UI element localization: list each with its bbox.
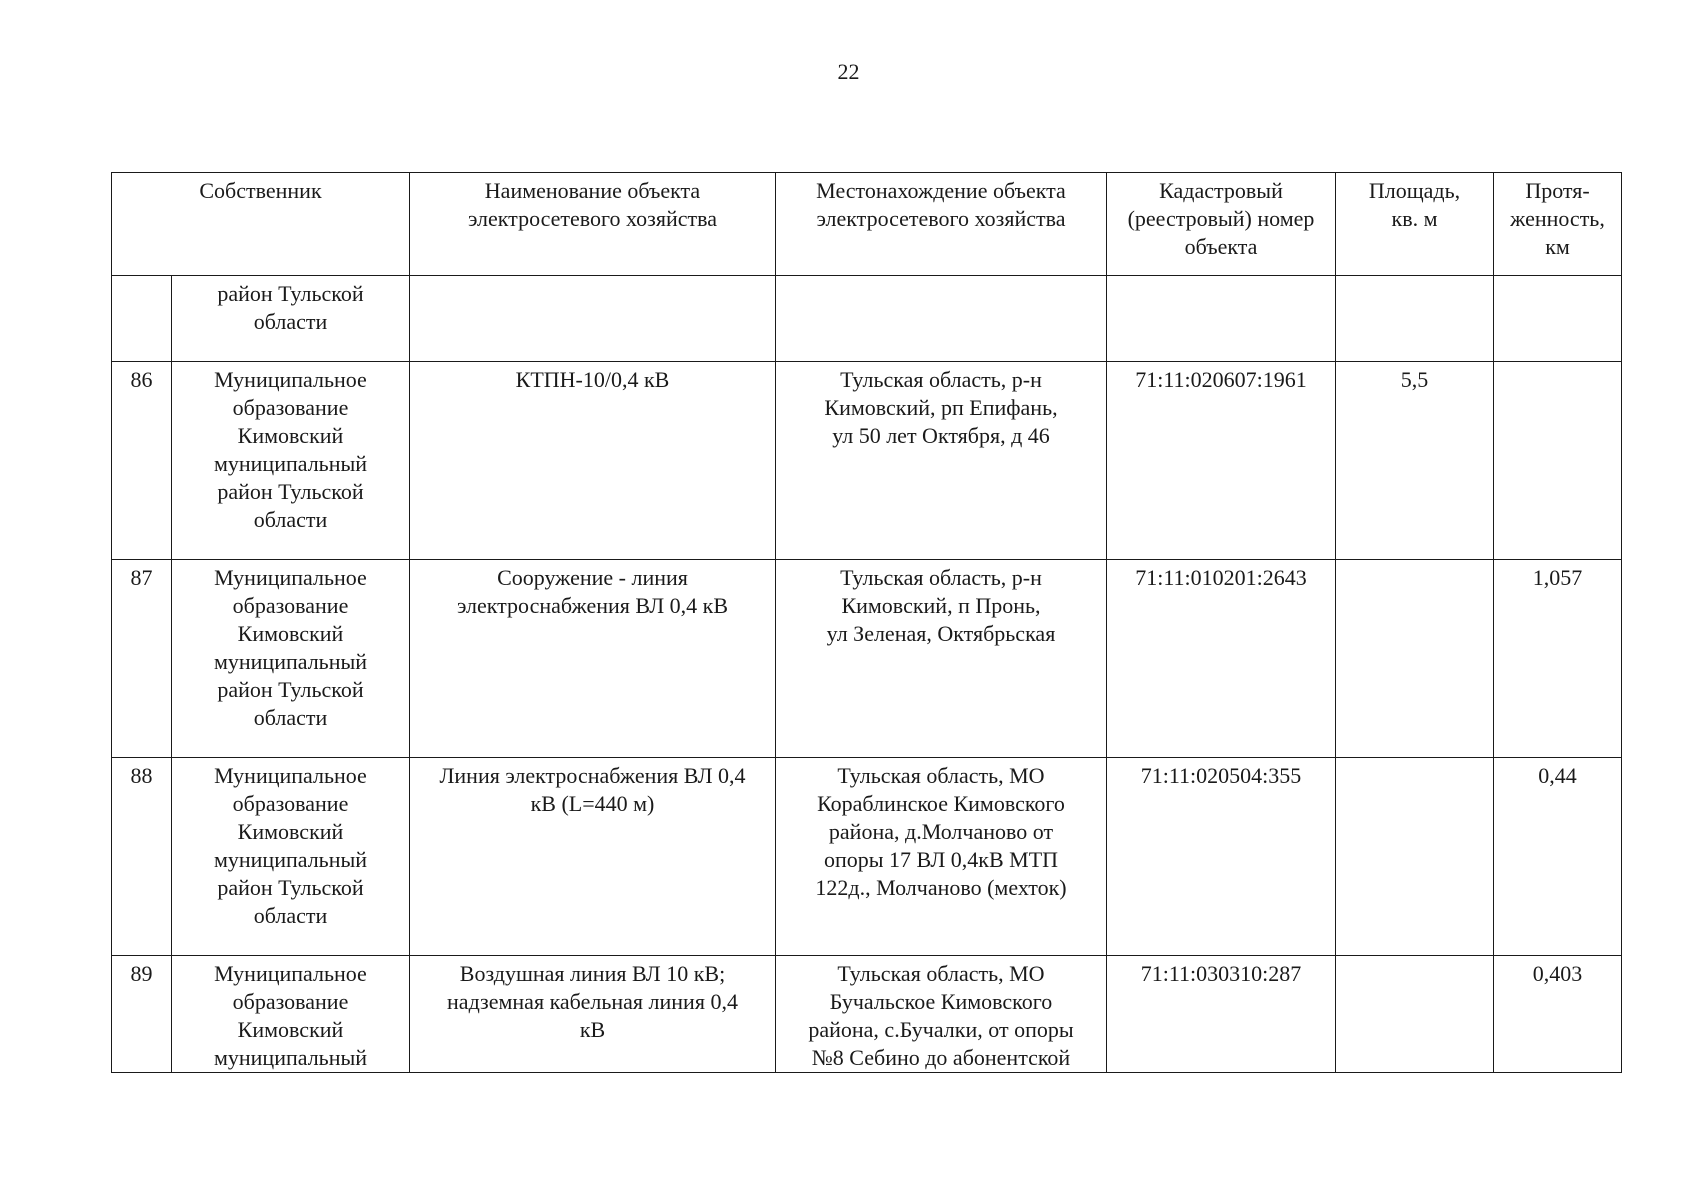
cell-length: 1,057 <box>1494 560 1622 758</box>
cell-length <box>1494 276 1622 362</box>
electric-grid-objects-table <box>111 172 1622 1073</box>
cell-area <box>1336 560 1494 758</box>
header-owner: Собственник <box>112 173 410 276</box>
table-header-row <box>112 173 1622 276</box>
cell-area: 5,5 <box>1336 362 1494 560</box>
cell-cadastral-number <box>1107 276 1336 362</box>
cell-area <box>1336 758 1494 956</box>
cell-owner: Муниципальное образование Кимовский муниципальный район Тульской области <box>172 362 410 560</box>
cell-num: 87 <box>112 560 172 758</box>
cell-num: 89 <box>112 956 172 1073</box>
cell-num <box>112 276 172 362</box>
cell-owner: Муниципальное образование Кимовский муниципальный район Тульской области <box>172 560 410 758</box>
header-object-name: Наименование объекта электросетевого хозяйства <box>410 173 776 276</box>
table-row <box>112 560 1622 758</box>
cell-num: 86 <box>112 362 172 560</box>
header-cadastral-number: Кадастровый (реестровый) номер объекта <box>1107 173 1336 276</box>
cell-area <box>1336 276 1494 362</box>
cell-object-name <box>410 276 776 362</box>
cell-object-location: Тульская область, р-н Кимовский, рп Епифань, ул 50 лет Октября, д 46 <box>776 362 1107 560</box>
header-length: Протя- женность, км <box>1494 173 1622 276</box>
cell-object-location: Тульская область, МО Кораблинское Кимовского района, д.Молчаново от опоры 17 ВЛ 0,4кВ МТП 122д., Молчаново (мехток) <box>776 758 1107 956</box>
cell-cadastral-number: 71:11:010201:2643 <box>1107 560 1336 758</box>
cell-cadastral-number: 71:11:030310:287 <box>1107 956 1336 1073</box>
cell-object-location: Тульская область, МО Бучальское Кимовского района, с.Бучалки, от опоры №8 Себино до абонентской <box>776 956 1107 1073</box>
cell-num: 88 <box>112 758 172 956</box>
table-row <box>112 758 1622 956</box>
cell-object-name: КТПН-10/0,4 кВ <box>410 362 776 560</box>
cell-area <box>1336 956 1494 1073</box>
cell-cadastral-number: 71:11:020504:355 <box>1107 758 1336 956</box>
table-row <box>112 362 1622 560</box>
cell-length <box>1494 362 1622 560</box>
cell-length: 0,403 <box>1494 956 1622 1073</box>
cell-object-name: Сооружение - линия электроснабжения ВЛ 0,4 кВ <box>410 560 776 758</box>
header-object-location: Местонахождение объекта электросетевого хозяйства <box>776 173 1107 276</box>
cell-owner: район Тульской области <box>172 276 410 362</box>
cell-object-location: Тульская область, р-н Кимовский, п Пронь, ул Зеленая, Октябрьская <box>776 560 1107 758</box>
table-row-continuation <box>112 276 1622 362</box>
cell-length: 0,44 <box>1494 758 1622 956</box>
header-area: Площадь, кв. м <box>1336 173 1494 276</box>
cell-object-location <box>776 276 1107 362</box>
cell-owner: Муниципальное образование Кимовский муниципальный район Тульской области <box>172 758 410 956</box>
cell-cadastral-number: 71:11:020607:1961 <box>1107 362 1336 560</box>
page-number: 22 <box>837 59 860 84</box>
table-row <box>112 956 1622 1073</box>
cell-object-name: Линия электроснабжения ВЛ 0,4 кВ (L=440 м) <box>410 758 776 956</box>
cell-owner: Муниципальное образование Кимовский муниципальный <box>172 956 410 1073</box>
cell-object-name: Воздушная линия ВЛ 10 кВ; надземная кабельная линия 0,4 кВ <box>410 956 776 1073</box>
